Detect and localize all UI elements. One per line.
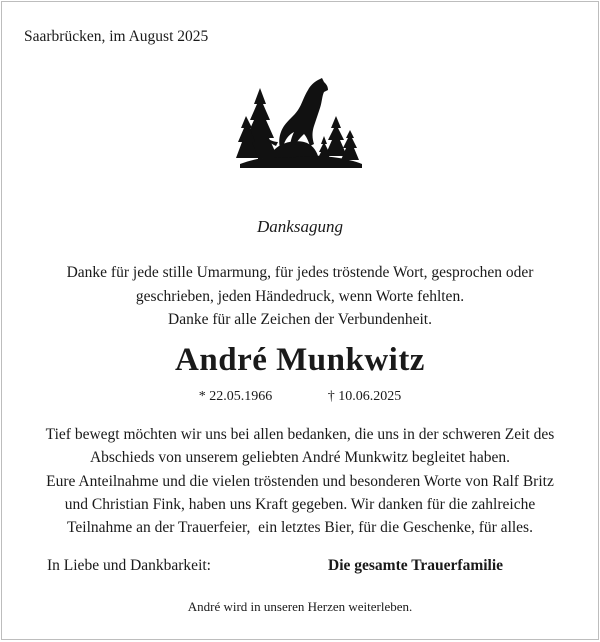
body-line: Tief bewegt möchten wir uns bei allen bedanken, die uns in der schweren Zeit des xyxy=(45,426,555,443)
intro-line: Danke für jede stille Umarmung, für jedes tröstende Wort, gesprochen oder xyxy=(66,264,534,281)
body-text xyxy=(22,423,578,539)
life-dates xyxy=(2,389,598,405)
body-line: Teilnahme an der Trauerfeier, ein letztes Bier, für die Geschenke, für alles. xyxy=(67,519,533,537)
birth-date: * 22.05.1966 xyxy=(198,389,273,404)
intro-line: geschrieben, jeden Händedruck, wenn Worte fehlten. xyxy=(135,287,465,305)
body-line: Abschieds von unserem geliebten André Munkwitz begleitet haben. xyxy=(89,449,511,467)
place-date: Saarbrücken, im August 2025 xyxy=(24,28,209,45)
intro-line: Danke für alle Zeichen der Verbundenheit. xyxy=(168,311,432,328)
intro-text xyxy=(32,261,568,332)
body-line: und Christian Fink, haben uns Kraft gegeben. Wir danken für die zahlreiche xyxy=(64,495,536,513)
body-line: Eure Anteilnahme und die vielen tröstenden und besonderen Worte von Ralf Britz xyxy=(46,472,554,490)
closing-greeting: In Liebe und Dankbarkeit: xyxy=(47,557,211,574)
deceased-name: André Munkwitz xyxy=(175,342,425,378)
footer-line: André wird in unseren Herzen weiterleben. xyxy=(187,599,413,614)
death-date: † 10.06.2025 xyxy=(327,389,402,404)
howling-wolf-with-pine-trees-icon xyxy=(232,76,368,176)
title-danksagung: Danksagung xyxy=(257,217,343,236)
obituary-notice xyxy=(1,1,599,640)
closing-signature: Die gesamte Trauerfamilie xyxy=(328,557,504,574)
